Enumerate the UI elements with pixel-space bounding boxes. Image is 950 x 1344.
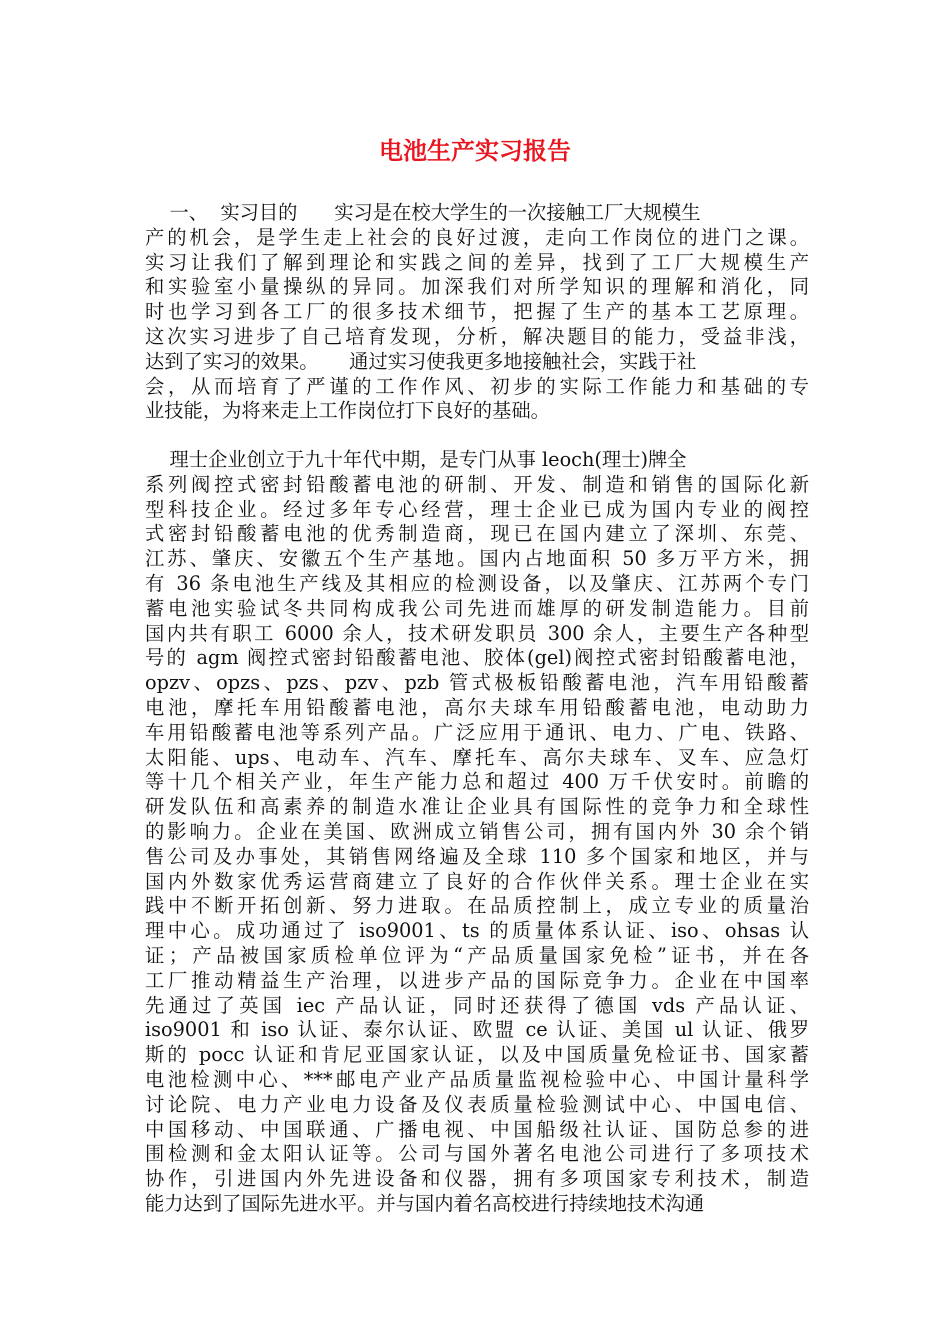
document-title: 电池生产实习报告 [379,137,571,165]
text-line: 这次实习进步了自己培育发现，分析，解决题目的能力，受益非浅， [145,324,809,348]
text-line: 等十几个相关产业，年生产能力总和超过 400 万千伏安时。前瞻的 [145,770,809,794]
text-line: 实习让我们了解到理论和实践之间的差异，找到了工厂大规模生产 [145,250,809,274]
text-line: iso9001 和 iso 认证、泰尔认证、欧盟 ce 认证、美国 ul 认证、俄罗 [145,1018,809,1042]
text-line: opzv、opzs、pzs、pzv、pzb 管式极板铅酸蓄电池，汽车用铅酸蓄 [145,671,809,695]
text-line: 会，从而培育了严谨的工作作风、初步的实际工作能力和基础的专 [145,374,809,398]
text-line: 号的 agm 阀控式密封铅酸蓄电池、胶体(gel)阀控式密封铅酸蓄电池， [145,646,809,670]
text-line: 达到了实习的效果。 通过实习使我更多地接触社会，实践于社 [145,349,697,373]
text-line: 时也学习到各工厂的很多技术细节，把握了生产的基本工艺原理。 [145,300,809,324]
paragraph-internship-purpose [145,201,809,424]
text-line: 系列阀控式密封铅酸蓄电池的研制、开发、制造和销售的国际化新 [145,472,809,496]
text-line: 太阳能、ups、电动车、汽车、摩托车、高尔夫球车、叉车、应急灯 [145,745,809,769]
text-line: 践中不断开拓创新、努力进取。在品质控制上，成立专业的质量治 [145,894,809,918]
text-line: 一、 实习目的 实习是在校大学生的一次接触工厂大规模生 [145,201,701,224]
text-line: 有 36 条电池生产线及其相应的检测设备，以及肇庆、江苏两个专门 [145,571,809,595]
text-line: 协作，引进国内外先进设备和仪器，拥有多项国家专利技术，制造 [145,1167,809,1191]
text-line: 和实验室小量操纵的异同。加深我们对所学知识的理解和消化，同 [145,275,809,299]
text-line: 理士企业创立于九十年代中期，是专门从事 leoch(理士)牌全 [145,448,687,471]
text-line: 电池检测中心、***邮电产业产品质量监视检验中心、中国计量科学 [145,1067,809,1091]
text-line: 中国移动、中国联通、广播电视、中国船级社认证、国防总参的进 [145,1117,809,1141]
text-line: 证；产品被国家质检单位评为“产品质量国家免检”证书，并在各 [145,943,809,967]
text-line: 能力达到了国际先进水平。并与国内着名高校进行持续地技术沟通 [145,1191,705,1215]
paragraph-company-profile [145,448,809,1217]
text-line: 售公司及办事处，其销售网络遍及全球 110 多个国家和地区，并与 [145,844,809,868]
text-line: 国内共有职工 6000 余人，技术研发职员 300 余人，主要生产各种型 [145,621,809,645]
text-line: 电池，摩托车用铅酸蓄电池，高尔夫球车用铅酸蓄电池，电动助力 [145,695,809,719]
text-line: 式密封铅酸蓄电池的优秀制造商，现已在国内建立了深圳、东莞、 [145,522,809,546]
text-line: 研发队伍和高素养的制造水准让企业具有国际性的竞争力和全球性 [145,795,809,819]
text-line: 的影响力。企业在美国、欧洲成立销售公司，拥有国内外 30 余个销 [145,819,809,843]
text-line: 斯的 pocc 认证和肯尼亚国家认证，以及中国质量免检证书、国家蓄 [145,1043,809,1067]
text-line: 工厂推动精益生产治理，以进步产品的国际竞争力。企业在中国率 [145,968,809,992]
text-line: 车用铅酸蓄电池等系列产品。广泛应用于通讯、电力、广电、铁路、 [145,720,809,744]
text-line: 业技能，为将来走上工作岗位打下良好的基础。 [145,399,550,423]
text-line: 国内外数家优秀运营商建立了良好的合作伙伴关系。理士企业在实 [145,869,809,893]
text-line: 型科技企业。经过多年专心经营，理士企业已成为国内专业的阀控 [145,497,809,521]
text-line: 理中心。成功通过了 iso9001、ts 的质量体系认证、iso、ohsas 认 [145,919,809,943]
text-line: 产的机会，是学生走上社会的良好过渡，走向工作岗位的进门之课。 [145,225,809,249]
text-line: 先通过了英国 iec 产品认证，同时还获得了德国 vds 产品认证、 [145,993,809,1017]
text-line: 蓄电池实验试冬共同构成我公司先进而雄厚的研发制造能力。目前 [145,596,809,620]
text-line: 围检测和金太阳认证等。公司与国外著名电池公司进行了多项技术 [145,1142,809,1166]
text-line: 江苏、肇庆、安徽五个生产基地。国内占地面积 50 多万平方米，拥 [145,547,809,571]
text-line: 讨论院、电力产业电力设备及仪表质量检验测试中心、中国电信、 [145,1092,809,1116]
